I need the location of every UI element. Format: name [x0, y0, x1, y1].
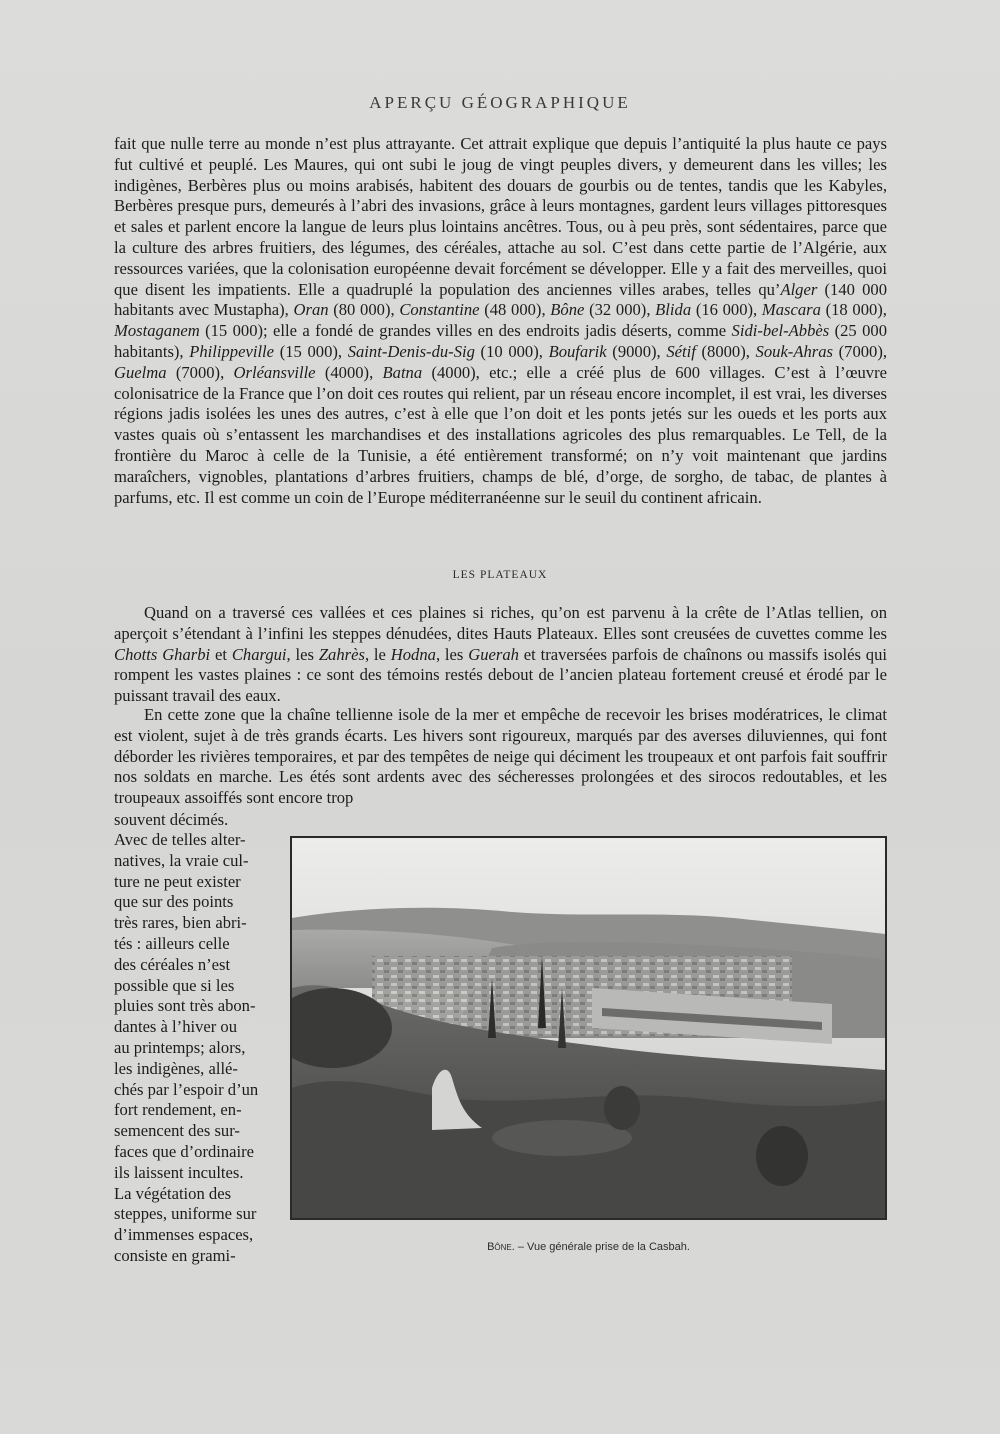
text-run: fait que nulle terre au monde n’est plus attrayante. Cet attrait explique que depuis l’antiquité la plus haute ce pays fut cultivé et peuplé. Les Maures, qui ont subi le joug de vingt peuples divers, y demeurent dans les villes; les indigènes, Berbères plus ou moins arabisés, habitent des douars de gourbis ou de tentes, tandis que les Kabyles, Berbères presque purs, demeurés à l’abri des invasions, grâce à leurs montagnes, gardent leurs villages pittoresques et sales et parlent encore la langue de leurs plus lointains ancêtres. Tous, ou à peu près, sont sédentaires, parce que la culture des arbres fruitiers, des légumes, des céréales, attache au sol. C’est dans cette partie de l’Algérie, aux ressources variées, que la colonisation européenne devait forcément se développer. Elle y a fait des merveilles, quoi que disent les impatients. Elle a quadruplé la population des anciennes villes arabes, telles qu’	[114, 134, 887, 299]
italic-place-name: Sidi-bel-Abbès	[731, 321, 830, 341]
italic-place-name: Blida	[655, 300, 692, 320]
italic-place-name: Constantine	[399, 300, 480, 320]
column-line: des céréales n’est	[114, 954, 231, 974]
text-run: (48 000),	[479, 300, 551, 320]
column-line: ils laissent incultes.	[114, 1162, 244, 1182]
column-line: que sur des points	[114, 892, 234, 912]
text-run: , le	[364, 644, 391, 664]
caption-text: Vue générale prise de la Casbah.	[527, 1241, 690, 1253]
column-line: La végétation des	[114, 1183, 232, 1203]
column-line: tés : ailleurs celle	[114, 933, 230, 953]
text-run: (4000),	[315, 362, 383, 382]
narrow-column-text	[114, 830, 269, 1267]
italic-place-name: Boufarik	[548, 341, 607, 361]
column-line: Avec de telles alter-	[114, 830, 246, 849]
text-run: , les	[286, 644, 319, 664]
column-line: possible que si les	[114, 975, 235, 995]
column-line: dantes à l’hiver ou	[114, 1017, 238, 1037]
column-line: semencent des sur-	[114, 1121, 240, 1141]
italic-place-name: Chotts Gharbi	[114, 644, 211, 664]
text-run: (9000),	[606, 341, 667, 361]
column-line: faces que d’ordinaire	[114, 1141, 255, 1161]
section-heading-plateaux: LES PLATEAUX	[452, 569, 548, 581]
italic-place-name: Chargui	[231, 644, 287, 664]
italic-place-name: Saint-Denis-du-Sig	[347, 341, 475, 361]
italic-place-name: Sétif	[666, 341, 696, 361]
text-run: (10 000),	[474, 341, 549, 361]
column-line: les indigènes, allé-	[114, 1058, 238, 1078]
text-run: (18 000),	[820, 300, 887, 320]
paragraph-climate: En cette zone que la chaîne tellienne isole de la mer et empêche de recevoir les brises modératrices, le climat est violent, sujet à de très grands écarts. Les hivers sont rigoureux, marqués par des averses diluviennes, qui font déborder les rivières temporaires, et par des tempêtes de neige qui déciment les troupeaux et ont parfois fait souffrir nos soldats en marche. Les étés sont ardents avec des sécheresses prolongées et des sirocos redoutables, et les troupeaux assoiffés sont encore trop	[114, 705, 887, 808]
column-line: ture ne peut exister	[114, 871, 241, 891]
photograph-bone-panorama	[290, 836, 887, 1220]
italic-place-name: Orléansville	[233, 362, 316, 382]
italic-place-name: Guerah	[468, 644, 519, 664]
text-run: (7000),	[166, 362, 234, 382]
italic-place-name: Hodna	[390, 644, 436, 664]
italic-place-name: Mostaganem	[114, 321, 200, 341]
italic-place-name: Zahrès	[318, 644, 365, 664]
text-run: et traversées parfois de chaînons ou massifs isolés qui rompent les vastes plaines : ce sont des témoins restés debout de l’ancien plateau fortement creusé et érodé par le puissant travail des eaux.	[114, 644, 887, 706]
column-line: steppes, uniforme sur	[114, 1204, 257, 1224]
caption-separator: –	[514, 1241, 528, 1253]
text-run: (80 000),	[328, 300, 400, 320]
caption-place: Bône.	[487, 1241, 515, 1253]
text-run: Quand on a traversé ces vallées et ces plaines si riches, qu’on est parvenu à la crête de l’Atlas tellien, on aperçoit s’étendant à l’infini les steppes dénudées, dites Hauts Plateaux. Elles sont creusées de cuvettes comme les	[114, 603, 887, 643]
running-head: APERÇU GÉOGRAPHIQUE	[369, 93, 631, 112]
text-run: (25 000 habitants),	[114, 321, 888, 361]
column-line: très rares, bien abri-	[114, 913, 247, 933]
column-line: consiste en grami-	[114, 1245, 236, 1265]
paragraph-hauts-plateaux	[114, 603, 887, 707]
text-run: (8000),	[695, 341, 756, 361]
text-run: (15 000),	[274, 341, 348, 361]
italic-place-name: Bône	[550, 300, 585, 320]
paragraph-climate-end: souvent décimés.	[114, 810, 229, 829]
italic-place-name: Philippeville	[189, 341, 275, 361]
column-line: d’immenses espaces,	[114, 1225, 254, 1245]
italic-place-name: Oran	[293, 300, 329, 320]
italic-place-name: Mascara	[761, 300, 821, 320]
text-run: (16 000),	[691, 300, 762, 320]
text-run: (32 000),	[584, 300, 656, 320]
text-run: (140 000 habitants avec Mustapha),	[114, 279, 887, 320]
column-line: au printemps; alors,	[114, 1037, 246, 1057]
italic-place-name: Souk-Ahras	[755, 341, 833, 361]
column-line: natives, la vraie cul-	[114, 850, 249, 870]
text-run: (4000), etc.; elle a créé plus de 600 villages. C’est à l’œuvre colonisatrice de la France que l’on doit ces routes qui relient, par un réseau encore incomplet, il est vrai, les diverses régions jadis isolées les unes des autres, c’est à elle que l’on doit et les ponts jetés sur les oueds et les ports aux vastes quais où s’entassent les marchandises et des installations agricoles des plus remarquables. Le Tell, de la frontière du Maroc à celle de la Tunisie, a été entièrement transformé; on n’y voit maintenant que jardins maraîchers, vignobles, plantations d’arbres fruitiers, champs de blé, d’orge, de sorgho, de tabac, de plantes à parfums, etc. Il est comme un coin de l’Europe méditerranéenne sur le seuil du continent africain.	[114, 362, 887, 507]
column-line: fort rendement, en-	[114, 1100, 242, 1120]
paragraph-tell-colonisation	[114, 134, 887, 508]
italic-place-name: Guelma	[114, 362, 167, 382]
italic-place-name: Batna	[382, 362, 423, 382]
text-run: et	[210, 644, 232, 664]
italic-place-name: Alger	[780, 279, 818, 299]
photo-illustration	[292, 838, 885, 1218]
text-run: (15 000); elle a fondé de grandes villes en des endroits jadis déserts, comme	[199, 321, 732, 341]
text-run: (7000),	[832, 341, 888, 361]
text-run: , les	[435, 644, 469, 664]
column-line: pluies sont très abon-	[114, 996, 256, 1016]
photo-caption	[290, 1241, 887, 1253]
column-line: chés par l’espoir d’un	[114, 1079, 259, 1099]
